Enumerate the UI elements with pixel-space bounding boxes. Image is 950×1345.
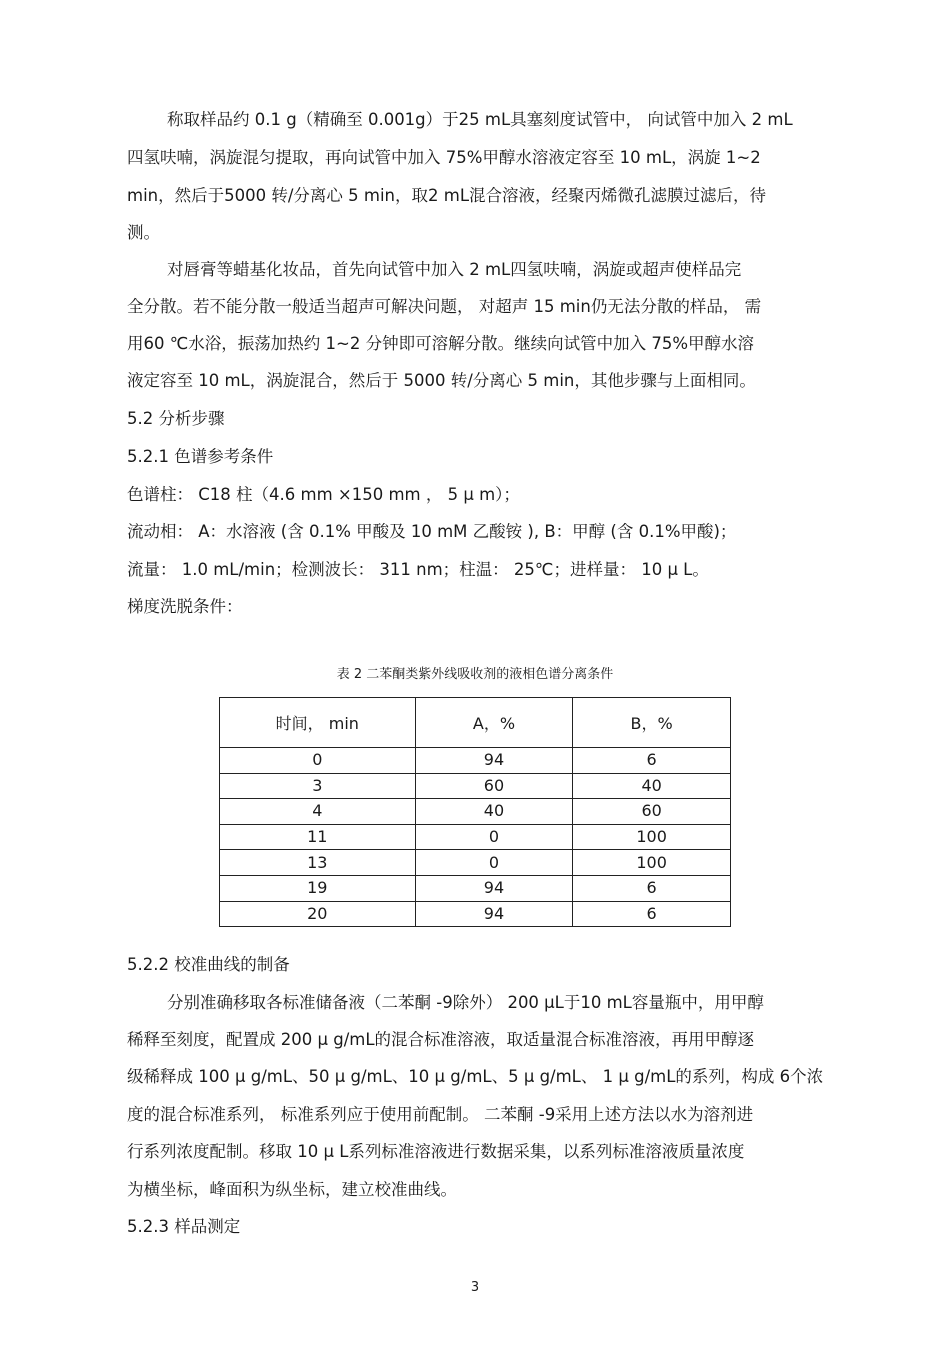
para1-line-4: 测。: [127, 223, 160, 242]
heading-5-2-1: 5.2.1 色谱参考条件: [127, 447, 274, 466]
para2-line-4: 液定容至 10 mL，涡旋混合，然后于 5000 转/分离心 5 min，其他步骤与上面相同。: [127, 371, 756, 390]
table-row: [220, 824, 731, 850]
cell-a: 40: [415, 799, 573, 825]
cell-b: 100: [573, 850, 731, 876]
para3-line-2: 稀释至刻度，配置成 200 μ g/mL的混合标准溶液，取适量混合标准溶液，再用甲醇逐: [127, 1030, 755, 1049]
cell-b: 60: [573, 799, 731, 825]
para3-line-1: 分别准确移取各标准储备液（二苯酮 -9除外） 200 μL于10 mL容量瓶中，用甲醇: [167, 993, 764, 1012]
para1-line-1: 称取样品约 0.1 g（精确至 0.001g）于25 mL具塞刻度试管中， 向试管中加入 2 mL: [167, 110, 793, 129]
table-row: [220, 773, 731, 799]
cell-a: 0: [415, 824, 573, 850]
column-spec: 色谱柱： C18 柱（4.6 mm ×150 mm ， 5 μ m）；: [127, 485, 520, 504]
cell-b: 100: [573, 824, 731, 850]
cell-a: 94: [415, 875, 573, 901]
para3-line-3: 级稀释成 100 μ g/mL、50 μ g/mL、10 μ g/mL、5 μ g/mL、 1 μ g/mL的系列，构成 6个浓: [127, 1067, 824, 1086]
flow-conditions: 流量： 1.0 mL/min；检测波长： 311 nm；柱温： 25℃；进样量： 10 μ L。: [127, 560, 709, 579]
para3-line-5: 行系列浓度配制。移取 10 μ L系列标准溶液进行数据采集，以系列标准溶液质量浓度: [127, 1142, 745, 1161]
heading-5-2-3: 5.2.3 样品测定: [127, 1217, 241, 1236]
cell-a: 0: [415, 850, 573, 876]
gradient-table: [219, 697, 731, 927]
cell-b: 6: [573, 875, 731, 901]
table-row: [220, 901, 731, 927]
cell-time: 11: [220, 824, 416, 850]
cell-a: 94: [415, 748, 573, 774]
heading-5-2: 5.2 分析步骤: [127, 409, 225, 428]
mobile-phase: 流动相： A：水溶液 (含 0.1% 甲酸及 10 mM 乙酸铵 ), B：甲醇 (含 0.1%甲酸)；: [127, 522, 737, 541]
cell-time: 19: [220, 875, 416, 901]
cell-time: 4: [220, 799, 416, 825]
table-header-row: [220, 698, 731, 748]
para2-line-2: 全分散。若不能分散一般适当超声可解决问题， 对超声 15 min仍无法分散的样品， 需: [127, 297, 762, 316]
cell-time: 3: [220, 773, 416, 799]
para3-line-6: 为横坐标，峰面积为纵坐标，建立校准曲线。: [127, 1180, 457, 1199]
table-row: [220, 850, 731, 876]
cell-b: 6: [573, 748, 731, 774]
para2-line-3: 用60 ℃水浴，振荡加热约 1~2 分钟即可溶解分散。继续向试管中加入 75%甲醇水溶: [127, 334, 754, 353]
header-b: B，%: [573, 698, 731, 748]
cell-time: 13: [220, 850, 416, 876]
header-a: A，%: [415, 698, 573, 748]
table-caption: 表 2 二苯酮类紫外线吸收剂的液相色谱分离条件: [336, 667, 614, 682]
cell-time: 0: [220, 748, 416, 774]
para3-line-4: 度的混合标准系列， 标准系列应于使用前配制。 二苯酮 -9采用上述方法以水为溶剂进: [127, 1105, 754, 1124]
para2-line-1: 对唇膏等蜡基化妆品，首先向试管中加入 2 mL四氢呋喃，涡旋或超声使样品完: [167, 260, 742, 279]
cell-time: 20: [220, 901, 416, 927]
para1-line-2: 四氢呋喃，涡旋混匀提取，再向试管中加入 75%甲醇水溶液定容至 10 mL，涡旋 1~2: [127, 148, 761, 167]
table-row: [220, 875, 731, 901]
gradient-label: 梯度洗脱条件：: [127, 597, 243, 616]
header-time: 时间， min: [220, 698, 416, 748]
para1-line-3: min，然后于5000 转/分离心 5 min，取2 mL混合溶液，经聚丙烯微孔滤膜过滤后，待: [127, 186, 767, 205]
table-row: [220, 748, 731, 774]
cell-a: 94: [415, 901, 573, 927]
heading-5-2-2: 5.2.2 校准曲线的制备: [127, 955, 290, 974]
table-row: [220, 799, 731, 825]
cell-b: 40: [573, 773, 731, 799]
cell-a: 60: [415, 773, 573, 799]
cell-b: 6: [573, 901, 731, 927]
page-number: 3: [470, 1280, 480, 1295]
